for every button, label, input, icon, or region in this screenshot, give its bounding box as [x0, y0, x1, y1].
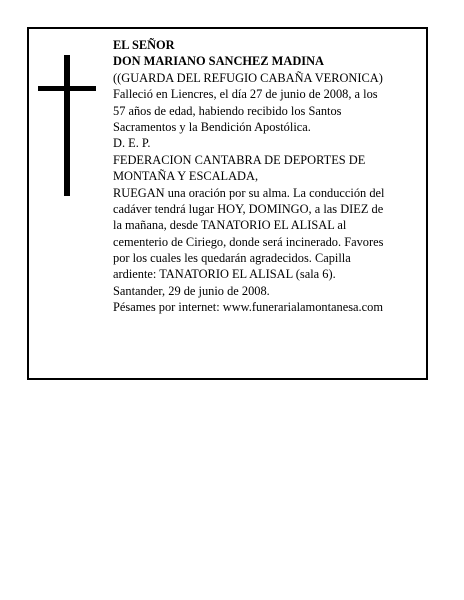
- cross-icon-crossbar: [38, 86, 96, 91]
- organization-line-2: MONTAÑA Y ESCALADA,: [113, 169, 259, 184]
- place-date-line: Santander, 29 de junio de 2008.: [113, 283, 270, 298]
- deceased-name: DON MARIANO SANCHEZ MADINA: [113, 54, 324, 69]
- request-line-3: la mañana, desde TANATORIO EL ALISAL al: [113, 218, 347, 233]
- organization-line-1: FEDERACION CANTABRA DE DEPORTES DE: [113, 152, 366, 167]
- death-details-line-3: Sacramentos y la Bendición Apostólica.: [113, 119, 311, 134]
- request-line-4: cementerio de Ciriego, donde será incinerado. Favores: [113, 234, 384, 249]
- chapel-line: ardiente: TANATORIO EL ALISAL (sala 6).: [113, 267, 336, 282]
- obituary-notice-text: [113, 37, 423, 316]
- request-line-2: cadáver tendrá lugar HOY, DOMINGO, a las DIEZ de: [113, 201, 384, 216]
- title-line: EL SEÑOR: [113, 38, 175, 52]
- request-line-5: por los cuales les quedarán agradecidos. Capilla: [113, 251, 351, 266]
- death-details-line-2: 57 años de edad, habiendo recibido los Santos: [113, 103, 342, 118]
- condolences-line: Pésames por internet: www.funerarialamontanesa.com: [113, 300, 383, 315]
- death-details-line-1: Falleció en Liencres, el día 27 de junio de 2008, a los: [113, 87, 378, 102]
- rip-line: D. E. P.: [113, 136, 151, 151]
- request-line-1: RUEGAN una oración por su alma. La conducción del: [113, 185, 385, 200]
- role-line: ((GUARDA DEL REFUGIO CABAÑA VERONICA): [113, 70, 383, 85]
- cross-icon: [64, 55, 70, 196]
